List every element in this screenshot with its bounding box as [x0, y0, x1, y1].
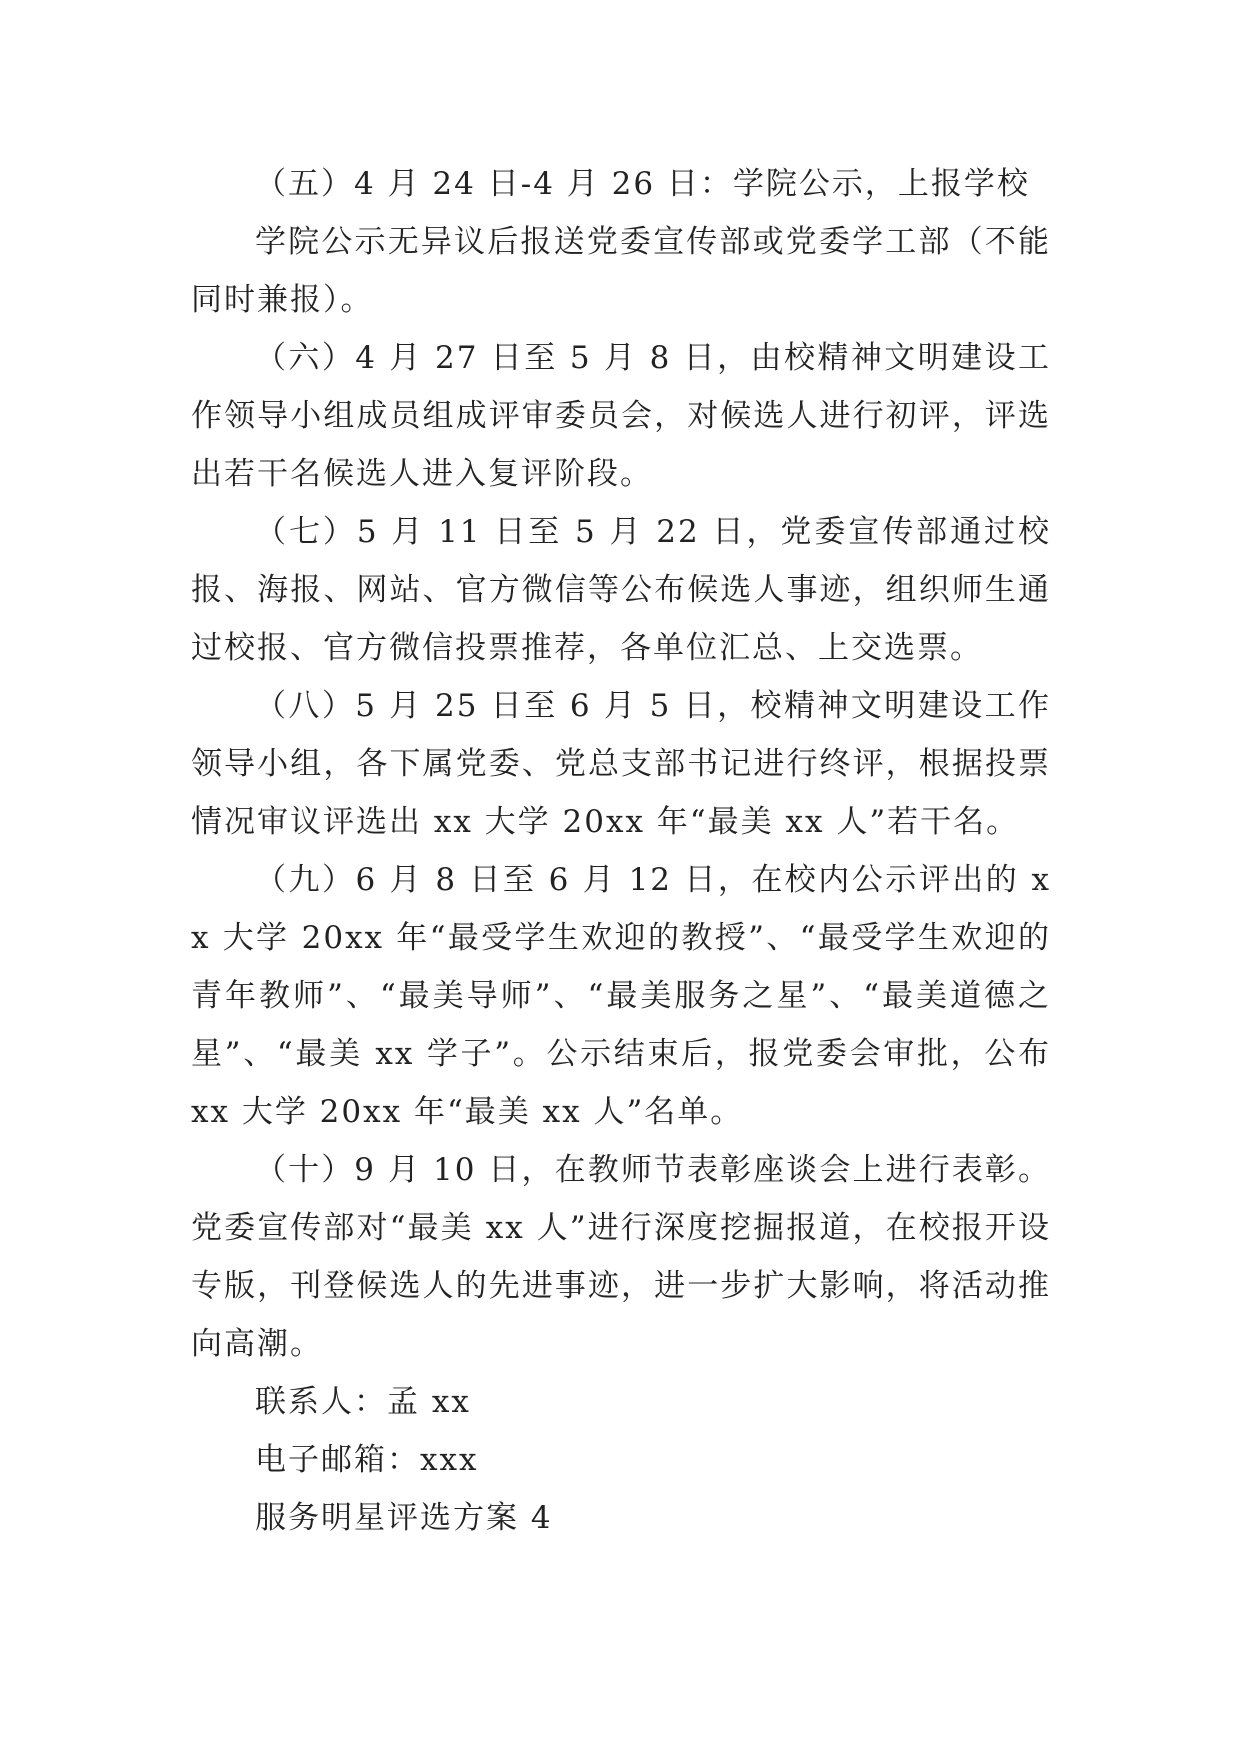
contact-person: 联系人：孟 xx: [255, 1384, 471, 1420]
document-body: [191, 155, 1051, 1547]
paragraph-stage-6: （六）4 月 27 日至 5 月 8 日，由校精神文明建设工作领导小组成员组成评审委员会，对候选人进行初评，评选出若干名候选人进入复评阶段。: [191, 340, 1051, 492]
section-heading: 服务明星评选方案 4: [255, 1500, 553, 1536]
paragraph-stage-10: （十）9 月 10 日，在教师节表彰座谈会上进行表彰。党委宣传部对“最美 xx 人”进行深度挖掘报道，在校报开设专版，刊登候选人的先进事迹，进一步扩大影响，将活动推向高潮。: [191, 1152, 1051, 1362]
paragraph-stage-5: （五）4 月 24 日-4 月 26 日：学院公示，上报学校: [255, 166, 1030, 202]
paragraph-stage-8: （八）5 月 25 日至 6 月 5 日，校精神文明建设工作领导小组，各下属党委、党总支部书记进行终评，根据投票情况审议评选出 xx 大学 20xx 年“最美 xx 人”若干名。: [191, 688, 1051, 840]
paragraph-stage-5-detail: 学院公示无异议后报送党委宣传部或党委学工部（不能同时兼报）。: [191, 224, 1051, 318]
contact-email: 电子邮箱：xxx: [255, 1442, 479, 1478]
paragraph-stage-9: （九）6 月 8 日至 6 月 12 日，在校内公示评出的 xx 大学 20xx 年“最受学生欢迎的教授”、“最受学生欢迎的青年教师”、“最美导师”、“最美服务之星”、“最美道德之星”、“最美 xx 学子”。公示结束后，报党委会审批，公布 xx 大学 20xx 年“最美 xx 人”名单。: [191, 862, 1051, 1130]
paragraph-stage-7: （七）5 月 11 日至 5 月 22 日，党委宣传部通过校报、海报、网站、官方微信等公布候选人事迹，组织师生通过校报、官方微信投票推荐，各单位汇总、上交选票。: [191, 514, 1051, 666]
